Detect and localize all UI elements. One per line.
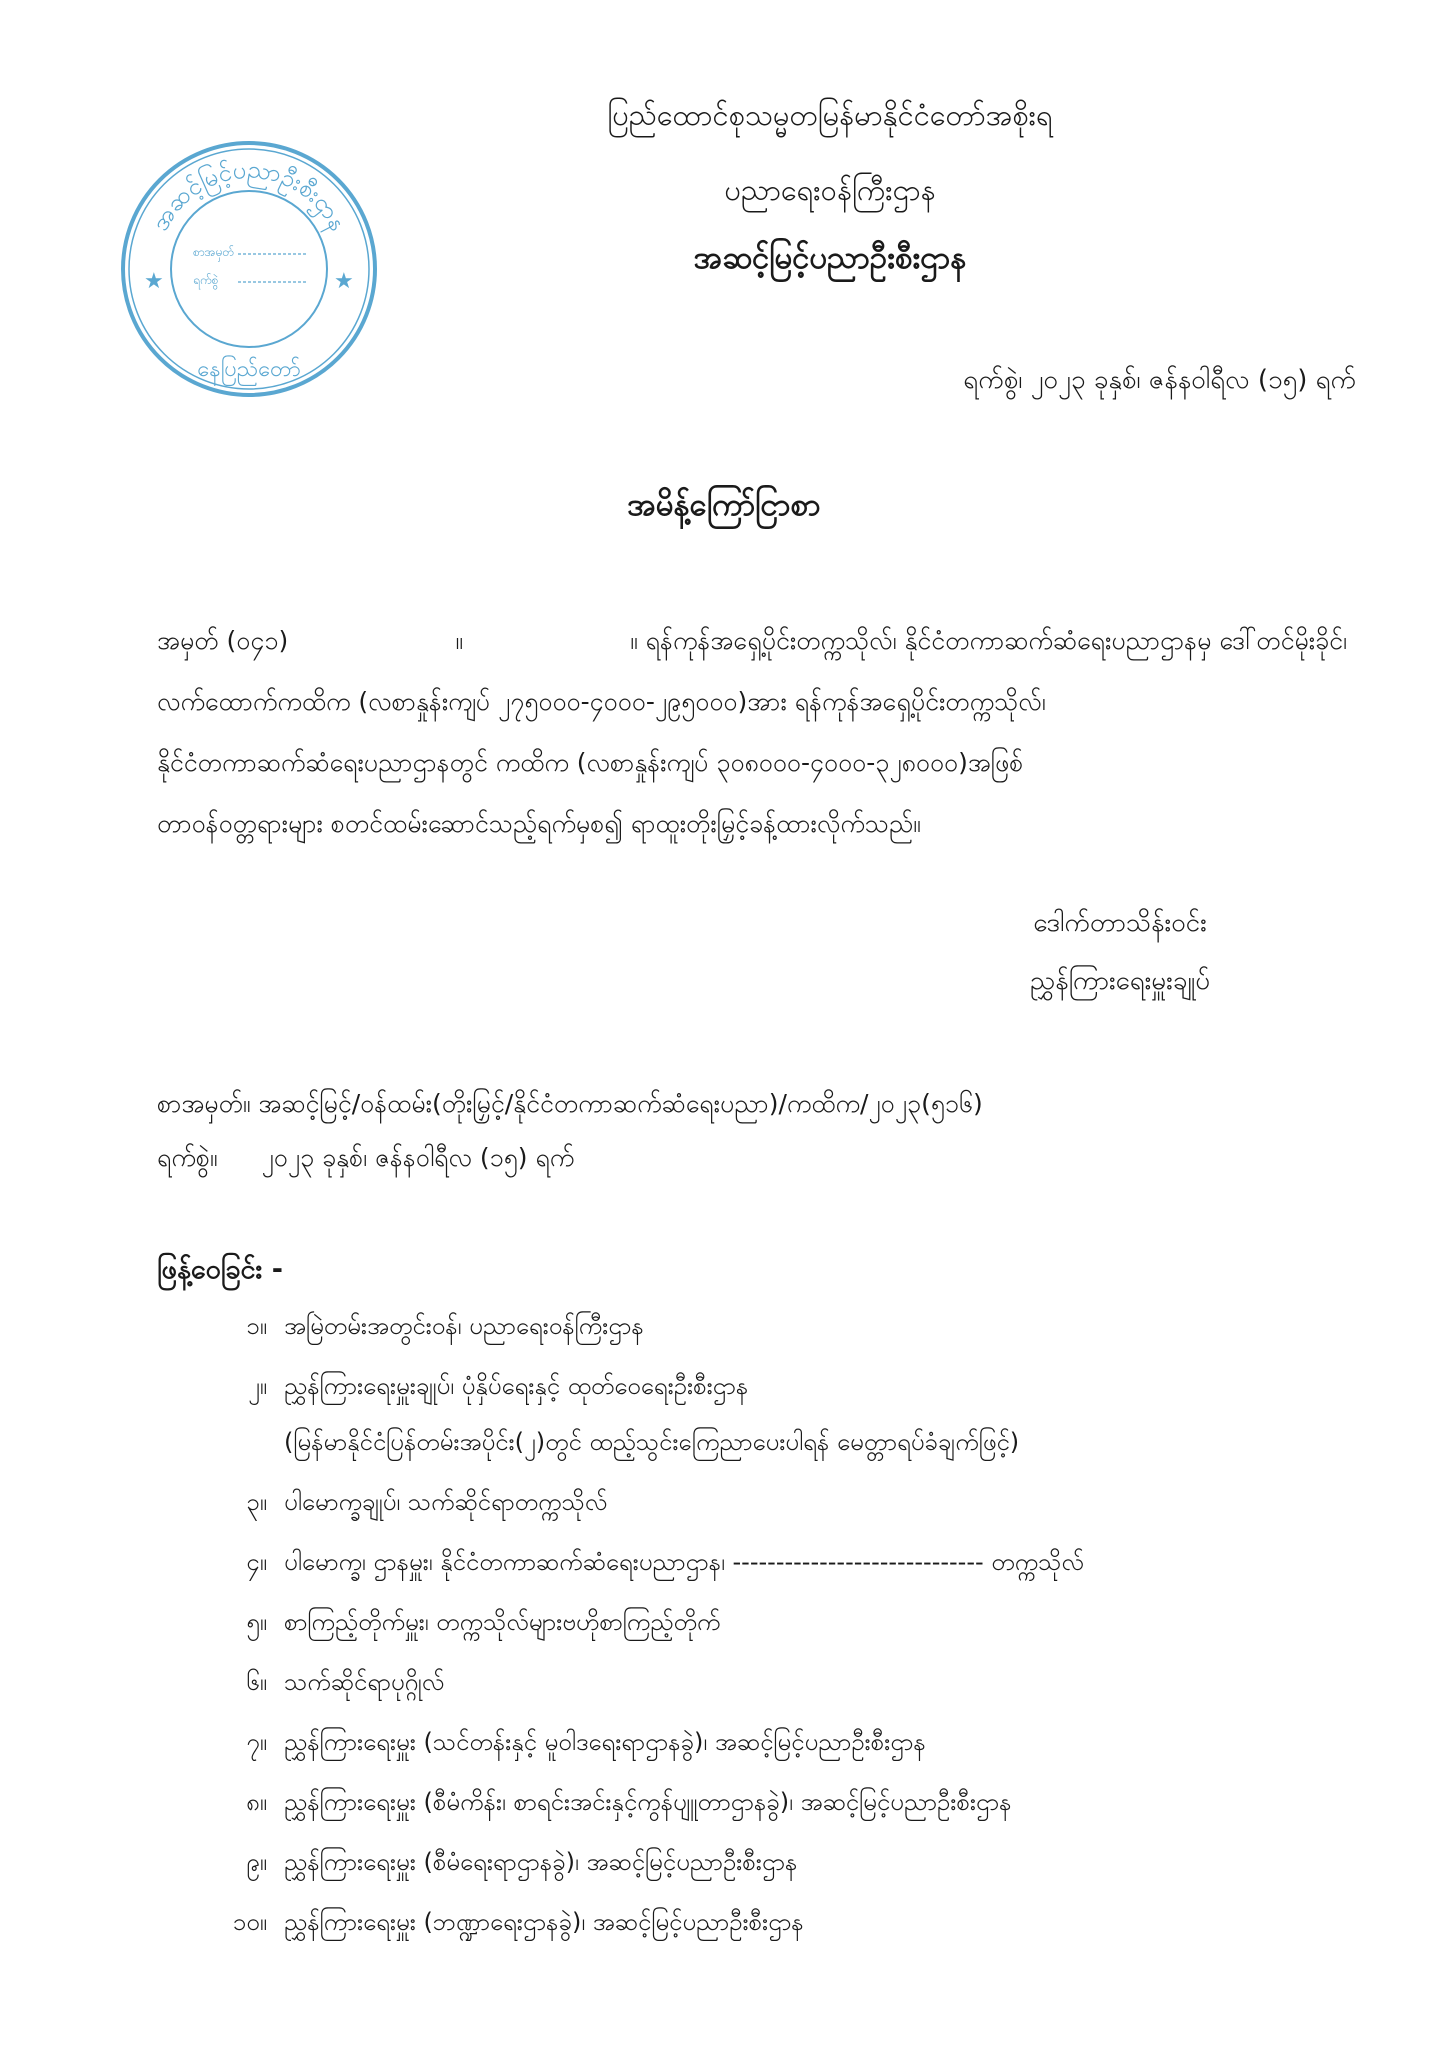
list-item [157,1366,1347,1462]
distribution-heading: ဖြန့်ဝေခြင်း - [157,1254,283,1285]
list-item [157,1782,1347,1822]
reference-date-value: ၂၀၂၃ ခုနှစ်၊ ဇန်နဝါရီလ (၁၅) ရက် [261,1143,575,1172]
body-line [157,610,1347,671]
list-item-text: ပါမောက္ခချုပ်၊ သက်ဆိုင်ရာတက္ကသိုလ် [284,1488,608,1516]
list-item-number: ၆။ [246,1668,267,1696]
list-item [157,1722,1347,1762]
list-item-number: ၄။ [246,1548,267,1576]
list-item-number: ၉။ [246,1848,267,1876]
list-item-text: ပါမောက္ခ၊ ဌာနမှူး၊ နိုင်ငံတကာဆက်ဆံရေးပညာဌာန၊ ----------------------------- တက္ကသိုလ် [284,1548,1084,1576]
header-department: အဆင့်မြင့်ပညာဦးစီးဌာန [693,240,967,276]
list-item-text: အမြဲတမ်းအတွင်းဝန်၊ ပညာရေးဝန်ကြီးဌာန [284,1312,644,1340]
list-item-number: ၁။ [246,1312,267,1340]
signatory-name: ဒေါက်တာသိန်းဝင်း [1033,908,1207,938]
list-item-number: ၅။ [246,1608,267,1636]
seal-star-left-icon: ★ [144,269,164,294]
list-item-number: ၁၀။ [232,1908,267,1936]
body-text: နိုင်ငံတကာဆက်ဆံရေးပညာဌာနတွင် ကထိက (လစာနှုန်းကျပ် ၃၀၈၀၀၀-၄၀၀၀-၃၂၈၀၀၀)အဖြစ် [157,748,1024,777]
list-item [157,1842,1347,1882]
seal-field1-label: စာအမှတ် [193,245,235,259]
reference-number: စာအမှတ်။ အဆင့်မြင့်/ဝန်ထမ်း(တိုးမြှင့်/နိုင်ငံတကာဆက်ဆံရေးပညာ)/ကထိက/၂၀၂၃(၅၁၆) [157,1089,983,1118]
signatory-title: ညွှန်ကြားရေးမှူးချုပ် [1029,966,1211,996]
issue-date: ရက်စွဲ၊ ၂၀၂၃ ခုနှစ်၊ ဇန်နဝါရီလ (၁၅) ရက် [963,365,1356,395]
list-item-text: ညွှန်ကြားရေးမှူး (စီမံကိန်း၊ စာရင်းအင်းနှင့်ကွန်ပျူတာဌာနခွဲ)၊ အဆင့်မြင့်ပညာဦးစီးဌာန [284,1788,1012,1816]
body-line [157,671,1347,732]
order-number: အမှတ် (၀၄၁) [157,626,289,655]
seal-field2-label: ရက်စွဲ [193,273,219,287]
reference-date-label: ရက်စွဲ။ [157,1143,218,1172]
header-government: ပြည်ထောင်စုသမ္မတမြန်မာနိုင်ငံတော်အစိုးရ [607,98,1053,132]
body-text: လက်ထောက်ကထိက (လစာနှုန်းကျပ် ၂၇၅၀၀၀-၄၀၀၀-၂၉၅၀၀၀)အား ရန်ကုန်အရှေ့ပိုင်းတက္ကသိုလ်၊ [157,687,1046,716]
body-text: တာဝန်ဝတ္တရားများ စတင်ထမ်းဆောင်သည့်ရက်မှစ၍ ရာထူးတိုးမြှင့်ခန့်ထားလိုက်သည်။ [157,809,921,838]
list-item-text: ညွှန်ကြားရေးမှူး (စီမံရေးရာဌာနခွဲ)၊ အဆင့်မြင့်ပညာဦးစီးဌာန [284,1848,798,1876]
list-item [157,1602,1347,1642]
body-line [157,732,1347,793]
list-item-number: ၃။ [246,1488,267,1516]
list-item-text: ညွှန်ကြားရေးမှူးချုပ်၊ ပုံနှိပ်ရေးနှင့် ထုတ်ဝေရေးဦးစီးဌာန [284,1372,749,1400]
seal-bottom-text: နေပြည်တော် [197,357,301,382]
list-item-number: ၇။ [246,1728,267,1756]
list-item-number: ၈။ [246,1788,267,1816]
reference-date [157,1138,574,1178]
official-seal [118,138,380,400]
list-item [157,1662,1347,1702]
list-item [157,1542,1347,1582]
order-body [157,610,1347,854]
list-item-text: စာကြည့်တိုက်မှူး၊ တက္ကသိုလ်များဗဟိုစာကြည့်တိုက် [284,1608,721,1636]
seal-star-right-icon: ★ [334,269,354,294]
body-text: ။ ရန်ကုန်အရှေ့ပိုင်းတက္ကသိုလ်၊ နိုင်ငံတကာဆက်ဆံရေးပညာဌာနမှ ဒေါ်တင်မိုးခိုင်၊ [630,626,1347,655]
distribution-list [157,1306,1347,1962]
body-line [157,793,1347,854]
list-item [157,1902,1347,1942]
list-item [157,1482,1347,1522]
list-item-note: (မြန်မာနိုင်ငံပြန်တမ်းအပိုင်း(၂)တွင် ထည့်သွင်းကြေညာပေးပါရန် မေတ္တာရပ်ခံချက်ဖြင့်) [284,1428,1020,1456]
seal-ring-text: အဆင့်မြင့်ပညာဦးစီးဌာန [145,154,353,236]
document-title: အမိန့်ကြော်ငြာစာ [627,487,821,523]
list-item-number: ၂။ [247,1372,267,1400]
section-mark: ။ [455,626,463,655]
header-ministry: ပညာရေးဝန်ကြီးဌာန [724,173,936,207]
list-item [157,1306,1347,1346]
list-item-text: ညွှန်ကြားရေးမှူး (သင်တန်းနှင့် မူဝါဒရေးရာဌာနခွဲ)၊ အဆင့်မြင့်ပညာဦးစီးဌာန [284,1728,926,1756]
list-item-text: ညွှန်ကြားရေးမှူး (ဘဏ္ဍာရေးဌာနခွဲ)၊ အဆင့်မြင့်ပညာဦးစီးဌာန [284,1908,804,1936]
list-item-text: သက်ဆိုင်ရာပုဂ္ဂိုလ် [284,1668,445,1696]
seal-stamp-icon [118,138,380,400]
